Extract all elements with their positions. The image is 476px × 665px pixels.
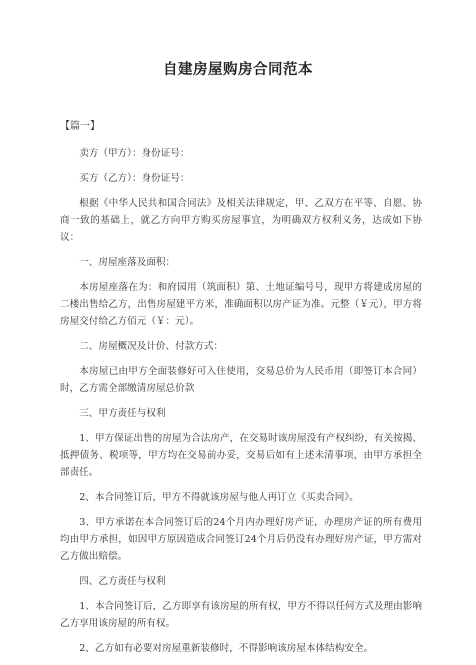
- section-heading-1: 一、房屋座落及面积：: [79, 257, 176, 268]
- section-3-item-3: 3、甲方承诺在本合同签订后的24个月内办理好房产证，办理房产证的所有费用均由甲方承担，如因甲方原因造成合同签订24个月后仍没有办理好房产证，甲方需对乙方做出赔偿。: [60, 517, 422, 562]
- section-3-item-1: 1、甲方保证出售的房屋为合法房产，在交易时该房屋没有产权纠纷，有关按揭、抵押债务、税项等，甲方均在交易前办妥，交易后如有上述未清事项，由甲方承担全部责任。: [60, 433, 422, 478]
- section-4-item-1: 1、本合同签订后，乙方即享有该房屋的所有权，甲方不得以任何方式及理由影响乙方享用该房屋的所有权。: [60, 601, 422, 629]
- document-body: [60, 118, 422, 665]
- seller-line: 卖方（甲方）：身份证号：: [79, 148, 190, 159]
- section-3-item-2: 2、本合同签订后，甲方不得就该房屋与他人再订立《买卖合同》。: [79, 492, 359, 503]
- section-2-body: 本房屋已由甲方全面装修好可入住使用，交易总价为人民币用（即签订本合同）时，乙方需全部缴清房屋总价款: [60, 366, 422, 394]
- section-1-body: 本房屋座落在为：和府园用（筑面积）第、土地证编号号，现甲方将建成房屋的二楼出售给乙方，出售房屋建平方米，准确面积以房产证为准。元整（￥元），甲方将房屋交付给乙方佰元（￥：元）。: [60, 282, 422, 327]
- preamble-paragraph: 根据《中华人民共和国合同法》及相关法律规定，甲、乙双方在平等、自愿、协商一致的基础上，就乙方向甲方购买房屋事宜，为明确双方权利义务，达成如下协议：: [60, 198, 422, 243]
- section-heading-4: 四、乙方责任与权利: [79, 576, 166, 587]
- chapter-heading: 【篇一】: [60, 121, 100, 132]
- section-4-item-2: 2、乙方如有必要对房屋重新装修时，不得影响该房屋本体结构安全。: [79, 643, 374, 654]
- buyer-line: 买方（乙方）：身份证号：: [79, 173, 190, 184]
- section-heading-3: 三、甲方责任与权利: [79, 408, 166, 419]
- section-heading-2: 二、房屋概况及计价、付款方式：: [79, 341, 224, 352]
- document-title: 自建房屋购房合同范本: [163, 62, 313, 78]
